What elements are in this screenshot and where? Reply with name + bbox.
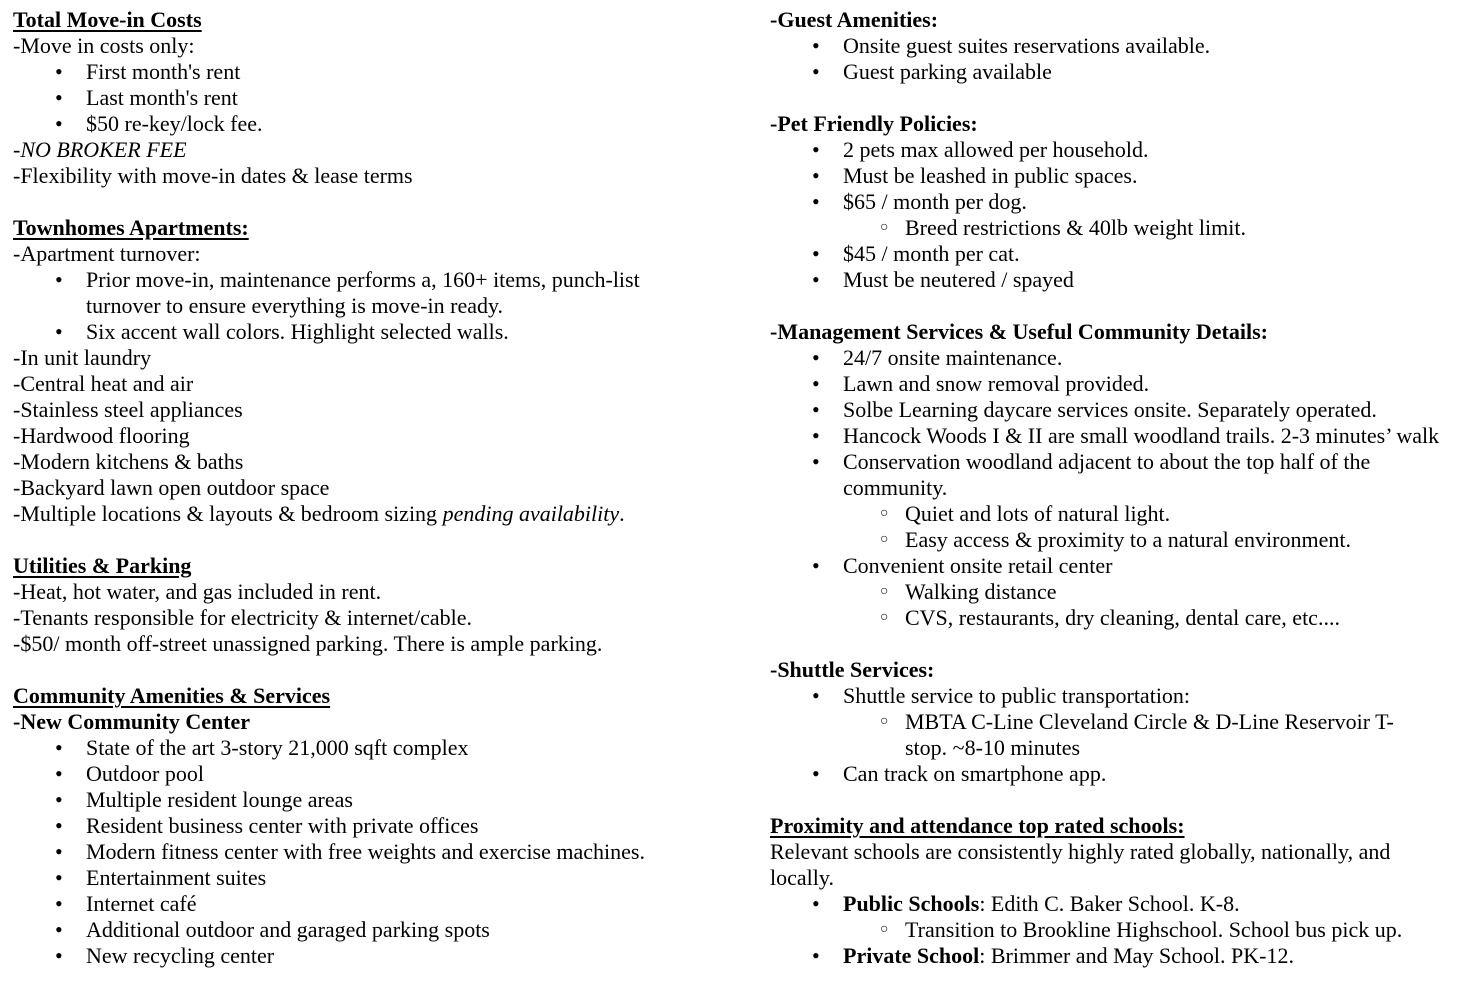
bullet-marker: • bbox=[55, 319, 63, 344]
bullet-item bbox=[770, 59, 1458, 85]
text-line bbox=[13, 449, 673, 475]
spacer bbox=[13, 657, 673, 683]
text-run: Lawn and snow removal provided. bbox=[843, 371, 1150, 396]
spacer bbox=[13, 527, 673, 553]
bullet-item bbox=[13, 111, 673, 137]
bullet-text bbox=[86, 267, 640, 318]
text-run: -Apartment turnover: bbox=[13, 241, 201, 266]
text-run: 24/7 onsite maintenance. bbox=[843, 345, 1063, 370]
bullet-text bbox=[843, 891, 1240, 916]
bullet-item bbox=[13, 839, 673, 865]
text-run: Entertainment suites bbox=[86, 865, 267, 890]
text-line bbox=[13, 579, 673, 605]
text-line bbox=[13, 501, 673, 527]
bullet-text bbox=[86, 319, 509, 344]
bullet-text bbox=[905, 709, 1394, 760]
bullet-item bbox=[13, 891, 673, 917]
bullet-item bbox=[13, 865, 673, 891]
bullet-marker: • bbox=[812, 267, 820, 292]
text-run: Utilities & Parking bbox=[13, 553, 192, 578]
bullet-marker: • bbox=[812, 397, 820, 422]
bullet-text bbox=[843, 943, 1294, 968]
bullet-item bbox=[770, 761, 1458, 787]
bullet-marker: • bbox=[55, 943, 63, 968]
bullet-text bbox=[86, 839, 645, 864]
bullet-item bbox=[770, 683, 1458, 709]
text-run: New recycling center bbox=[86, 943, 275, 968]
text-run: -Flexibility with move-in dates & lease terms bbox=[13, 163, 413, 188]
bullet-text bbox=[843, 267, 1074, 292]
text-run: Community Amenities & Services bbox=[13, 683, 331, 708]
text-line bbox=[13, 631, 673, 657]
bullet-marker: • bbox=[812, 891, 820, 916]
text-run: -In unit laundry bbox=[13, 345, 152, 370]
sub-bullet-item bbox=[770, 527, 1458, 553]
circle-marker: ○ bbox=[880, 584, 889, 599]
text-line bbox=[13, 345, 673, 371]
text-run: stop. ~8-10 minutes bbox=[905, 735, 1081, 760]
text-run: $65 / month per dog. bbox=[843, 189, 1027, 214]
bullet-text bbox=[86, 761, 204, 786]
bullet-item bbox=[770, 137, 1458, 163]
circle-marker: ○ bbox=[880, 506, 889, 521]
bullet-text bbox=[843, 449, 1370, 500]
section-heading bbox=[13, 215, 673, 241]
bullet-text bbox=[843, 761, 1106, 786]
circle-marker: ○ bbox=[880, 922, 889, 937]
bullet-item bbox=[770, 943, 1458, 969]
bullet-item bbox=[770, 423, 1458, 449]
bullet-text bbox=[905, 215, 1246, 240]
text-run: Six accent wall colors. Highlight selected walls. bbox=[86, 319, 509, 344]
text-run: -Tenants responsible for electricity & internet/cable. bbox=[13, 605, 473, 630]
bullet-item bbox=[13, 943, 673, 969]
bullet-text bbox=[843, 553, 1112, 578]
text-run: $50 re-key/lock fee. bbox=[86, 111, 263, 136]
spacer bbox=[770, 787, 1458, 813]
bullet-marker: • bbox=[812, 241, 820, 266]
bullet-marker: • bbox=[55, 891, 63, 916]
text-run: Walking distance bbox=[905, 579, 1057, 604]
bullet-marker: • bbox=[812, 683, 820, 708]
text-run: -Heat, hot water, and gas included in rent. bbox=[13, 579, 382, 604]
text-run: -Multiple locations & layouts & bedroom sizing bbox=[13, 501, 443, 526]
bullet-marker: • bbox=[55, 761, 63, 786]
bullet-item bbox=[770, 33, 1458, 59]
circle-marker: ○ bbox=[880, 714, 889, 729]
text-line bbox=[13, 241, 673, 267]
text-run: -Move in costs only: bbox=[13, 33, 195, 58]
bullet-text bbox=[843, 371, 1149, 396]
section-heading bbox=[13, 7, 673, 33]
sub-bullet-item bbox=[770, 579, 1458, 605]
bullet-marker: • bbox=[812, 59, 820, 84]
text-line bbox=[13, 605, 673, 631]
text-run: community. bbox=[843, 475, 948, 500]
bullet-marker: • bbox=[55, 813, 63, 838]
text-line bbox=[13, 397, 673, 423]
bullet-text bbox=[843, 241, 1020, 266]
text-run: Internet café bbox=[86, 891, 197, 916]
bullet-marker: • bbox=[812, 423, 820, 448]
text-run: -New Community Center bbox=[13, 709, 251, 734]
bullet-item bbox=[770, 241, 1458, 267]
bullet-marker: • bbox=[812, 345, 820, 370]
bullet-text bbox=[86, 943, 274, 968]
text-run: Private School bbox=[843, 943, 980, 968]
bullet-text bbox=[905, 579, 1057, 604]
bullet-marker: • bbox=[812, 449, 820, 474]
bullet-text bbox=[843, 59, 1052, 84]
bullet-marker: • bbox=[55, 839, 63, 864]
text-run: $45 / month per cat. bbox=[843, 241, 1020, 266]
text-run: . bbox=[619, 501, 625, 526]
bullet-text bbox=[86, 891, 197, 916]
text-run: -Modern kitchens & baths bbox=[13, 449, 244, 474]
bullet-text bbox=[905, 527, 1351, 552]
bullet-item bbox=[770, 267, 1458, 293]
bullet-item bbox=[770, 163, 1458, 189]
bullet-text bbox=[86, 85, 238, 110]
bullet-item bbox=[13, 85, 673, 111]
bullet-item bbox=[13, 59, 673, 85]
text-run: CVS, restaurants, dry cleaning, dental care, etc.... bbox=[905, 605, 1340, 630]
spacer bbox=[770, 85, 1458, 111]
bullet-marker: • bbox=[55, 787, 63, 812]
text-line bbox=[770, 839, 1458, 891]
bullet-item bbox=[13, 735, 673, 761]
circle-marker: ○ bbox=[880, 220, 889, 235]
text-run: Can track on smartphone app. bbox=[843, 761, 1107, 786]
text-run: Breed restrictions & 40lb weight limit. bbox=[905, 215, 1246, 240]
text-run: Modern fitness center with free weights and exercise machines. bbox=[86, 839, 645, 864]
circle-marker: ○ bbox=[880, 532, 889, 547]
column-right bbox=[770, 7, 1458, 969]
bullet-text bbox=[843, 397, 1377, 422]
text-run: Additional outdoor and garaged parking spots bbox=[86, 917, 490, 942]
bullet-marker: • bbox=[812, 371, 820, 396]
bullet-text bbox=[843, 33, 1210, 58]
text-run: -Management Services & Useful Community Details: bbox=[770, 319, 1268, 344]
bullet-marker: • bbox=[55, 267, 63, 292]
bullet-marker: • bbox=[812, 553, 820, 578]
section-heading bbox=[770, 7, 1458, 33]
circle-marker: ○ bbox=[880, 610, 889, 625]
section-heading bbox=[770, 111, 1458, 137]
bullet-item bbox=[770, 345, 1458, 371]
text-run: Proximity and attendance top rated schools: bbox=[770, 813, 1185, 838]
bullet-text bbox=[905, 501, 1170, 526]
text-line bbox=[13, 475, 673, 501]
bullet-item bbox=[770, 553, 1458, 579]
text-run: State of the art 3-story 21,000 sqft complex bbox=[86, 735, 469, 760]
section-heading bbox=[13, 709, 673, 735]
bullet-text bbox=[86, 59, 240, 84]
text-line bbox=[13, 371, 673, 397]
text-run: Resident business center with private offices bbox=[86, 813, 479, 838]
bullet-marker: • bbox=[55, 865, 63, 890]
bullet-item bbox=[770, 891, 1458, 917]
bullet-text bbox=[86, 111, 263, 136]
bullet-item bbox=[770, 397, 1458, 423]
bullet-marker: • bbox=[55, 111, 63, 136]
spacer bbox=[13, 189, 673, 215]
bullet-text bbox=[843, 189, 1027, 214]
section-heading bbox=[770, 657, 1458, 683]
section-heading bbox=[13, 553, 673, 579]
text-run: -NO BROKER FEE bbox=[13, 137, 187, 162]
bullet-item bbox=[770, 371, 1458, 397]
bullet-marker: • bbox=[812, 33, 820, 58]
text-run: -Shuttle Services: bbox=[770, 657, 935, 682]
text-line bbox=[13, 33, 673, 59]
section-heading bbox=[770, 813, 1458, 839]
sub-bullet-item bbox=[770, 709, 1458, 761]
bullet-item bbox=[13, 917, 673, 943]
text-run: : Brimmer and May School. PK-12. bbox=[979, 943, 1294, 968]
text-run: Public Schools bbox=[843, 891, 980, 916]
bullet-text bbox=[86, 813, 478, 838]
bullet-text bbox=[905, 917, 1402, 942]
bullet-text bbox=[86, 787, 353, 812]
sub-bullet-item bbox=[770, 917, 1458, 943]
bullet-marker: • bbox=[812, 163, 820, 188]
bullet-marker: • bbox=[812, 943, 820, 968]
bullet-text bbox=[905, 605, 1340, 630]
text-run: Guest parking available bbox=[843, 59, 1052, 84]
bullet-marker: • bbox=[812, 761, 820, 786]
text-run: : Edith C. Baker School. K-8. bbox=[979, 891, 1240, 916]
bullet-text bbox=[843, 163, 1138, 188]
text-run: Easy access & proximity to a natural environment. bbox=[905, 527, 1351, 552]
text-run: -$50/ month off-street unassigned parking. There is ample parking. bbox=[13, 631, 603, 656]
bullet-marker: • bbox=[55, 735, 63, 760]
bullet-item bbox=[13, 761, 673, 787]
text-run: 2 pets max allowed per household. bbox=[843, 137, 1149, 162]
text-run: Prior move-in, maintenance performs a, 160+ items, punch-list bbox=[86, 267, 640, 292]
section-heading bbox=[770, 319, 1458, 345]
text-run: -Pet Friendly Policies: bbox=[770, 111, 978, 136]
sub-bullet-item bbox=[770, 501, 1458, 527]
bullet-text bbox=[86, 917, 490, 942]
text-run: Must be neutered / spayed bbox=[843, 267, 1074, 292]
text-run: MBTA C-Line Cleveland Circle & D-Line Reservoir T- bbox=[905, 709, 1394, 734]
spacer bbox=[770, 631, 1458, 657]
text-line bbox=[13, 163, 673, 189]
text-run: -Guest Amenities: bbox=[770, 7, 939, 32]
text-run: Onsite guest suites reservations available. bbox=[843, 33, 1211, 58]
bullet-marker: • bbox=[812, 137, 820, 162]
text-run: First month's rent bbox=[86, 59, 241, 84]
text-run: Outdoor pool bbox=[86, 761, 204, 786]
text-run: Last month's rent bbox=[86, 85, 238, 110]
text-run: Transition to Brookline Highschool. School bus pick up. bbox=[905, 917, 1403, 942]
text-run: -Backyard lawn open outdoor space bbox=[13, 475, 330, 500]
text-run: Must be leashed in public spaces. bbox=[843, 163, 1138, 188]
text-run: turnover to ensure everything is move-in ready. bbox=[86, 293, 504, 318]
text-run: pending availability bbox=[442, 501, 620, 526]
text-run: -Hardwood flooring bbox=[13, 423, 190, 448]
bullet-text bbox=[843, 137, 1149, 162]
bullet-item bbox=[770, 449, 1458, 501]
text-run: Convenient onsite retail center bbox=[843, 553, 1113, 578]
text-run: Solbe Learning daycare services onsite. Separately operated. bbox=[843, 397, 1377, 422]
bullet-marker: • bbox=[55, 917, 63, 942]
bullet-text bbox=[86, 735, 468, 760]
bullet-text bbox=[843, 423, 1439, 448]
text-run: -Central heat and air bbox=[13, 371, 194, 396]
text-line bbox=[13, 423, 673, 449]
text-run: Quiet and lots of natural light. bbox=[905, 501, 1171, 526]
text-run: Relevant schools are consistently highly rated globally, nationally, and bbox=[770, 839, 1391, 864]
bullet-marker: • bbox=[55, 85, 63, 110]
bullet-text bbox=[86, 865, 266, 890]
text-line bbox=[13, 137, 673, 163]
text-run: Townhomes Apartments: bbox=[13, 215, 249, 240]
sub-bullet-item bbox=[770, 605, 1458, 631]
text-run: Multiple resident lounge areas bbox=[86, 787, 353, 812]
column-left bbox=[13, 7, 673, 969]
bullet-item bbox=[13, 267, 673, 319]
text-run: Total Move-in Costs bbox=[13, 7, 202, 32]
bullet-item bbox=[13, 319, 673, 345]
sub-bullet-item bbox=[770, 215, 1458, 241]
bullet-text bbox=[843, 345, 1062, 370]
text-run: Conservation woodland adjacent to about the top half of the bbox=[843, 449, 1371, 474]
spacer bbox=[770, 293, 1458, 319]
bullet-item bbox=[770, 189, 1458, 215]
bullet-marker: • bbox=[812, 189, 820, 214]
bullet-marker: • bbox=[55, 59, 63, 84]
text-run: Hancock Woods I & II are small woodland trails. 2-3 minutes’ walk bbox=[843, 423, 1440, 448]
bullet-item bbox=[13, 787, 673, 813]
text-run: -Stainless steel appliances bbox=[13, 397, 243, 422]
bullet-item bbox=[13, 813, 673, 839]
text-run: Shuttle service to public transportation: bbox=[843, 683, 1191, 708]
section-heading bbox=[13, 683, 673, 709]
bullet-text bbox=[843, 683, 1190, 708]
text-run: locally. bbox=[770, 865, 834, 890]
